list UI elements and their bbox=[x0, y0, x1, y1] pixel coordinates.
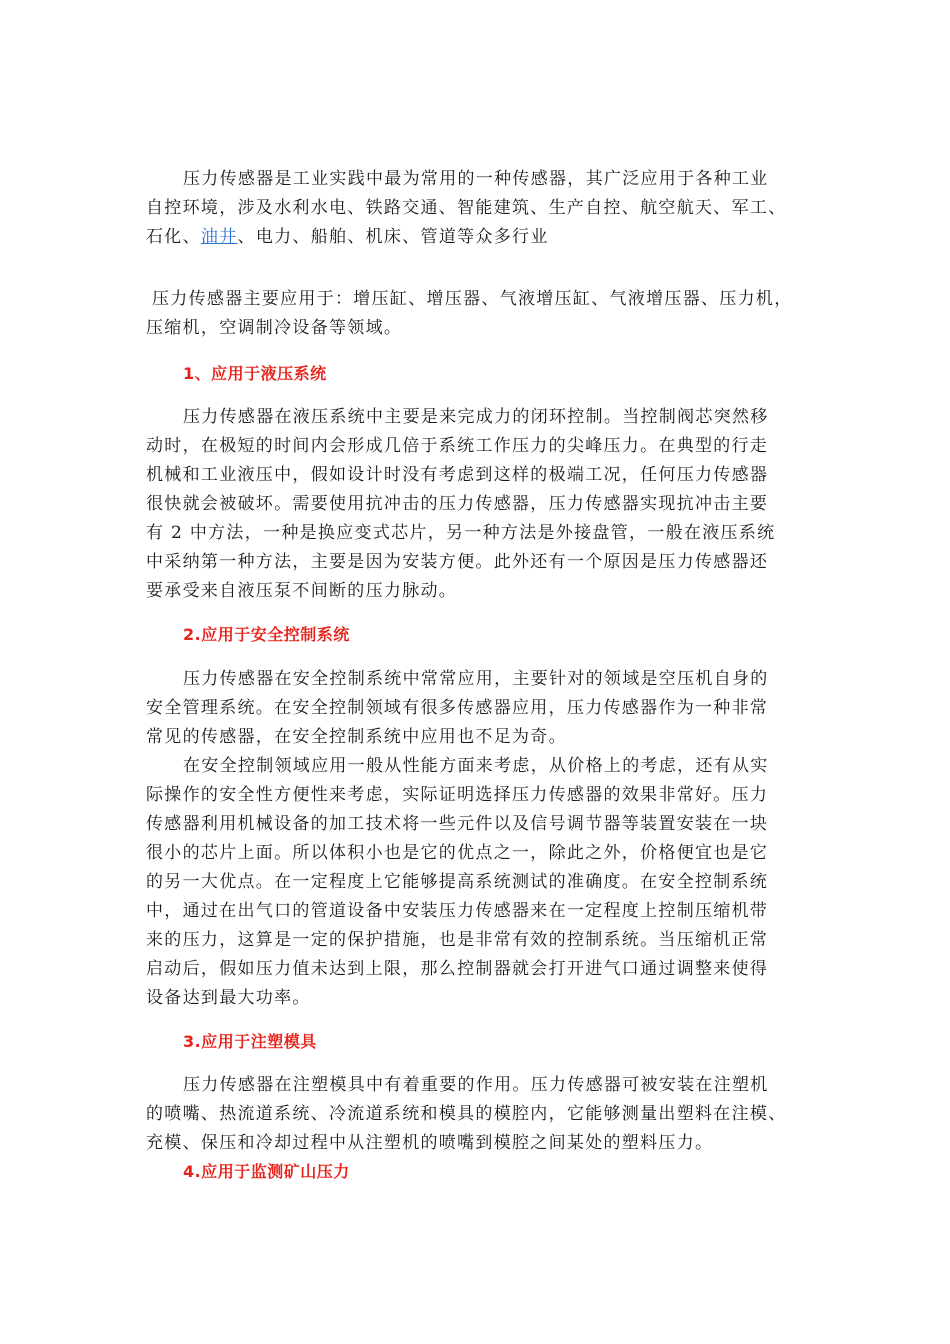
section-2-line: 中，通过在出气口的管道设备中安装压力传感器来在一定程度上控制压缩机带 bbox=[146, 901, 769, 921]
section-2-line: 安全管理系统。在安全控制领域有很多传感器应用，压力传感器作为一种非常 bbox=[146, 698, 769, 718]
section-2-line: 设备达到最大功率。 bbox=[146, 988, 311, 1008]
section-1-line: 要承受来自液压泵不间断的压力脉动。 bbox=[146, 581, 458, 601]
intro-line-3-text-a: 石化、 bbox=[146, 227, 201, 247]
section-1-line: 动时，在极短的时间内会形成几倍于系统工作压力的尖峰压力。在典型的行走 bbox=[146, 436, 769, 456]
section-2-line: 压力传感器在安全控制系统中常常应用，主要针对的领域是空压机自身的 bbox=[183, 669, 769, 689]
section-2-line: 传感器利用机械设备的加工技术将一些元件以及信号调节器等装置安装在一块 bbox=[146, 814, 769, 834]
section-3-line: 的喷嘴、热流道系统、冷流道系统和模具的模腔内，它能够测量出塑料在注模、 bbox=[146, 1104, 787, 1124]
section-2-line: 际操作的安全性方便性来考虑，实际证明选择压力传感器的效果非常好。压力 bbox=[146, 785, 769, 805]
usage-line-2: 压缩机，空调制冷设备等领域。 bbox=[146, 318, 403, 338]
section-1-line: 机械和工业液压中，假如设计时没有考虑到这样的极端工况，任何压力传感器 bbox=[146, 465, 769, 485]
section-1-line: 有 2 中方法，一种是换应变式芯片，另一种方法是外接盘管，一般在液压系统 bbox=[146, 523, 776, 543]
section-1-line: 中采纳第一种方法，主要是因为安装方便。此外还有一个原因是压力传感器还 bbox=[146, 552, 769, 572]
section-2-heading: 2.应用于安全控制系统 bbox=[183, 625, 350, 644]
oil-well-link[interactable]: 油井 bbox=[200, 227, 238, 247]
section-1-line: 很快就会被破坏。需要使用抗冲击的压力传感器，压力传感器实现抗冲击主要 bbox=[146, 494, 769, 514]
section-3-heading: 3.应用于注塑模具 bbox=[183, 1032, 317, 1051]
usage-line-1: 压力传感器主要应用于：增压缸、增压器、气液增压缸、气液增压器、压力机， bbox=[152, 289, 793, 309]
intro-line-3-text-b: 、电力、船舶、机床、管道等众多行业 bbox=[237, 227, 549, 247]
intro-line-2: 自控环境，涉及水利水电、铁路交通、智能建筑、生产自控、航空航天、军工、 bbox=[146, 198, 787, 218]
section-3-line: 压力传感器在注塑模具中有着重要的作用。压力传感器可被安装在注塑机 bbox=[183, 1075, 769, 1095]
section-2-line: 的另一大优点。在一定程度上它能够提高系统测试的准确度。在安全控制系统 bbox=[146, 872, 769, 892]
intro-line-1: 压力传感器是工业实践中最为常用的一种传感器，其广泛应用于各种工业 bbox=[183, 169, 769, 189]
section-3-line: 充模、保压和冷却过程中从注塑机的喷嘴到模腔之间某处的塑料压力。 bbox=[146, 1133, 714, 1153]
section-1-heading: 1、应用于液压系统 bbox=[183, 364, 327, 383]
section-4-heading: 4.应用于监测矿山压力 bbox=[183, 1162, 350, 1181]
section-2-line: 常见的传感器，在安全控制系统中应用也不足为奇。 bbox=[146, 727, 567, 747]
section-2-line: 启动后，假如压力值未达到上限，那么控制器就会打开进气口通过调整来使得 bbox=[146, 959, 769, 979]
intro-line-3 bbox=[146, 225, 806, 249]
section-1-line: 压力传感器在液压系统中主要是来完成力的闭环控制。当控制阀芯突然移 bbox=[183, 407, 769, 427]
section-2-line: 在安全控制领域应用一般从性能方面来考虑，从价格上的考虑，还有从实 bbox=[183, 756, 769, 776]
section-2-line: 来的压力，这算是一定的保护措施，也是非常有效的控制系统。当压缩机正常 bbox=[146, 930, 769, 950]
section-2-line: 很小的芯片上面。所以体积小也是它的优点之一，除此之外，价格便宜也是它 bbox=[146, 843, 769, 863]
